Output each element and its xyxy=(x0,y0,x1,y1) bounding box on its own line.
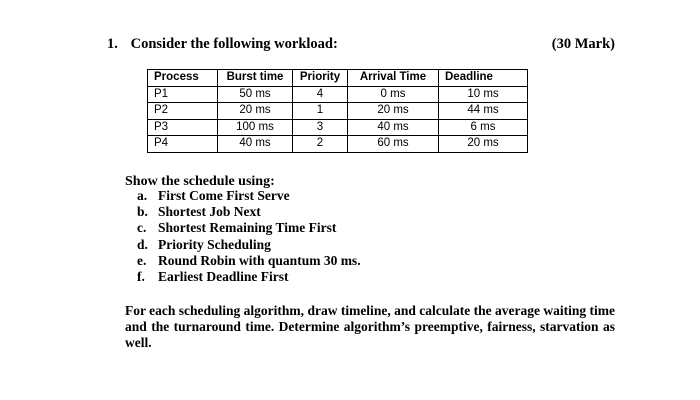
item-letter: f. xyxy=(137,268,145,284)
cell-burst-time: 20 ms xyxy=(218,103,293,120)
question-prompt: Consider the following workload: xyxy=(130,36,338,52)
item-text: First Come First Serve xyxy=(158,188,290,203)
cell-deadline: 20 ms xyxy=(439,136,528,153)
cell-priority: 4 xyxy=(293,86,348,103)
cell-arrival-time: 0 ms xyxy=(348,86,439,103)
cell-burst-time: 40 ms xyxy=(218,136,293,153)
list-item xyxy=(137,220,361,236)
cell-priority: 1 xyxy=(293,103,348,120)
table-row xyxy=(148,103,528,120)
header-process: Process xyxy=(148,70,218,87)
cell-process: P1 xyxy=(148,86,218,103)
question-marks: (30 Mark) xyxy=(551,36,615,52)
list-item xyxy=(137,204,361,220)
list-item xyxy=(137,237,361,253)
cell-arrival-time: 40 ms xyxy=(348,119,439,136)
cell-process: P2 xyxy=(148,103,218,120)
table-row xyxy=(148,119,528,136)
task-intro: Show the schedule using: xyxy=(125,174,275,189)
cell-process: P4 xyxy=(148,136,218,153)
item-letter: b. xyxy=(137,204,148,220)
cell-priority: 2 xyxy=(293,136,348,153)
list-item xyxy=(137,253,361,269)
item-text: Round Robin with quantum 30 ms. xyxy=(158,252,361,268)
cell-deadline: 10 ms xyxy=(439,86,528,103)
item-text: Earliest Deadline First xyxy=(158,268,289,284)
item-text: Shortest Job Next xyxy=(158,204,261,220)
list-item xyxy=(137,188,361,204)
cell-arrival-time: 20 ms xyxy=(348,103,439,120)
item-letter: e. xyxy=(137,252,147,268)
item-text: Priority Scheduling xyxy=(158,236,271,252)
cell-deadline: 44 ms xyxy=(439,103,528,120)
instructions-paragraph: For each scheduling algorithm, draw timeline, and calculate the average waiting time and the turnaround time. Determine algorithm’s preemptive, fairness, starvation as well. xyxy=(125,303,615,350)
question-number: 1. xyxy=(107,36,118,52)
cell-deadline: 6 ms xyxy=(439,119,528,136)
table-row xyxy=(148,86,528,103)
table-header-row xyxy=(148,70,528,87)
list-item xyxy=(137,269,361,285)
header-arrival-time: Arrival Time xyxy=(348,70,439,87)
header-deadline: Deadline xyxy=(439,70,528,87)
item-letter: d. xyxy=(137,236,148,252)
header-burst-time: Burst time xyxy=(218,70,293,87)
question-header xyxy=(107,36,615,53)
cell-burst-time: 100 ms xyxy=(218,119,293,136)
algorithm-list xyxy=(137,188,361,285)
item-text: Shortest Remaining Time First xyxy=(158,220,337,236)
workload-table xyxy=(147,69,528,153)
cell-arrival-time: 60 ms xyxy=(348,136,439,153)
cell-priority: 3 xyxy=(293,119,348,136)
header-priority: Priority xyxy=(293,70,348,87)
item-letter: a. xyxy=(137,188,148,203)
item-letter: c. xyxy=(137,220,147,236)
cell-burst-time: 50 ms xyxy=(218,86,293,103)
table-row xyxy=(148,136,528,153)
cell-process: P3 xyxy=(148,119,218,136)
